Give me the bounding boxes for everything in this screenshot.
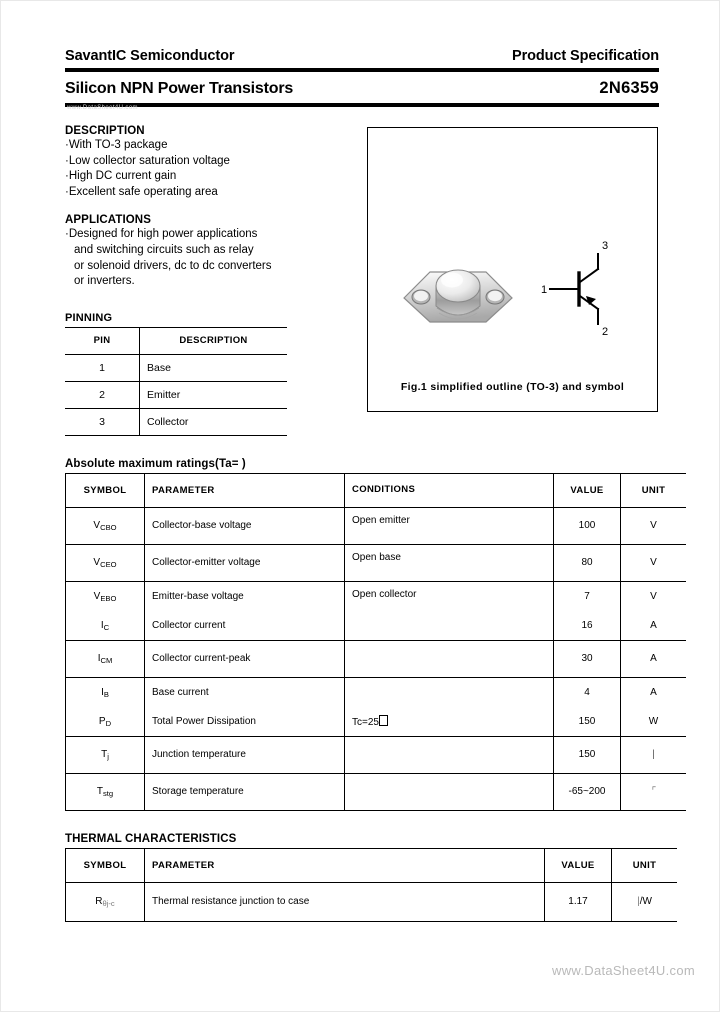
table-row [65, 354, 287, 381]
column-header-parameter: PARAMETER [145, 473, 345, 507]
absolute-max-table [65, 473, 686, 811]
value-cell: 150 [554, 736, 621, 773]
thermal-title: THERMAL CHARACTERISTICS [65, 832, 237, 845]
body-columns [65, 125, 659, 436]
list-item: ·High DC current gain [65, 170, 177, 183]
list-item: ·Excellent safe operating area [65, 185, 218, 198]
pin-number: 1 [65, 354, 140, 381]
parameter-cell: Emitter-base voltage [145, 581, 345, 611]
footer-watermark: www.DataSheet4U.com [552, 963, 695, 978]
symbol-subscript: C [103, 622, 110, 632]
description-heading: DESCRIPTION [65, 125, 145, 137]
table-row [66, 507, 687, 544]
unit-cell: V [650, 590, 657, 602]
applications-heading: APPLICATIONS [65, 214, 151, 227]
page-header [65, 1, 659, 64]
symbol-subscript: j [107, 752, 109, 762]
value-cell: 30 [554, 640, 621, 677]
column-header-unit: UNIT [621, 473, 687, 507]
table-row [65, 408, 287, 435]
symbol-text: R [95, 896, 103, 908]
unit-cell [621, 773, 687, 810]
column-header-symbol: SYMBOL [66, 473, 145, 507]
thermal-table [65, 848, 677, 922]
table-row [66, 581, 687, 611]
column-header-parameter: PARAMETER [145, 848, 545, 882]
title-bar [65, 72, 659, 100]
list-item: ·Low collector saturation voltage [65, 154, 230, 167]
symbol-text: T [96, 786, 103, 798]
column-header-conditions: CONDITIONS [345, 473, 554, 507]
table-row [66, 736, 687, 773]
symbol-text: V [93, 557, 101, 569]
pinning-table [65, 327, 287, 436]
symbol-subscript: B [103, 689, 109, 699]
pin-description: Emitter [140, 381, 288, 408]
unit-text: /W [639, 896, 652, 908]
page-content [65, 1, 666, 922]
value-cell: -65~200 [554, 773, 621, 810]
value-cell: 150 [554, 707, 621, 737]
conditions-cell [345, 677, 554, 736]
conditions-cell: Open emitter [345, 507, 554, 544]
parameter-cell: Collector current-peak [145, 640, 345, 677]
symbol-subscript: CEO [100, 560, 117, 570]
degree-celsius-glyph [379, 715, 388, 726]
table-row [66, 882, 678, 921]
figure-caption: Fig.1 simplified outline (TO-3) and symbol [400, 381, 625, 393]
list-item: ·Designed for high power applications [65, 228, 258, 241]
conditions-cell [345, 773, 554, 810]
inline-watermark: www.DataSheet4U.com [67, 105, 138, 111]
conditions-cell: Open collector [345, 581, 554, 640]
symbol-text: V [93, 590, 101, 602]
unit-cell: A [621, 611, 687, 641]
unit-cell [621, 736, 687, 773]
right-column [365, 125, 659, 436]
value-cell: 4 [554, 677, 621, 707]
left-column [65, 125, 365, 436]
symbol-cell [66, 882, 145, 921]
symbol-cell [66, 736, 145, 773]
symbol-subscript: EBO [100, 593, 117, 603]
unit-cell: V [621, 507, 687, 544]
unit-cell: V [621, 544, 687, 581]
column-header-symbol: SYMBOL [66, 848, 145, 882]
parameter-cell: Collector-base voltage [145, 507, 345, 544]
parameter-cell: Thermal resistance junction to case [145, 882, 545, 921]
symbol-cell [66, 611, 145, 641]
symbol-subscript: CBO [100, 523, 117, 533]
column-header-description: DESCRIPTION [140, 327, 288, 354]
value-cell: 80 [554, 544, 621, 581]
parameter-cell: Collector current [145, 611, 345, 641]
symbol-cell [66, 507, 145, 544]
parameter-cell: Collector-emitter voltage [145, 544, 345, 581]
npn-transistor-symbol-icon [536, 236, 636, 342]
symbol-cell [66, 677, 145, 707]
parameter-cell: Base current [145, 677, 345, 707]
table-row [66, 773, 687, 810]
symbol-cell [66, 581, 145, 611]
pin-description: Base [140, 354, 288, 381]
symbol-subscript: CM [100, 656, 113, 666]
parameter-cell: Total Power Dissipation [145, 707, 345, 737]
symbol-cell [66, 773, 145, 810]
applications-list [65, 227, 365, 289]
column-header-pin: PIN [65, 327, 140, 354]
degree-celsius-glyph: | [637, 896, 640, 908]
table-header-row [66, 848, 678, 882]
table-header-row [65, 327, 287, 354]
pin-number: 3 [65, 408, 140, 435]
symbol-subscript: θj-c [102, 899, 115, 909]
symbol-pin-label-emitter: 2 [602, 326, 609, 338]
page-title: Silicon NPN Power Transistors [65, 80, 294, 97]
pinning-heading: PINNING [65, 311, 113, 324]
conditions-cell [345, 640, 554, 677]
symbol-pin-label-collector: 3 [602, 240, 609, 252]
value-cell: 16 [554, 611, 621, 641]
symbol-text: V [93, 520, 101, 532]
symbol-pin-label-base: 1 [541, 284, 548, 296]
figure-box [367, 127, 658, 412]
document-type: Product Specification [512, 48, 659, 64]
unit-cell [612, 882, 678, 921]
part-number: 2N6359 [599, 79, 659, 97]
unit-cell: A [650, 686, 657, 698]
symbol-subscript: D [105, 718, 112, 728]
unit-cell: W [621, 707, 687, 737]
value-cell: 7 [554, 581, 621, 611]
degree-celsius-glyph: | [652, 749, 655, 761]
symbol-cell [66, 640, 145, 677]
pinning-section [65, 312, 286, 436]
value-cell: 1.17 [545, 882, 612, 921]
header-rule-bottom [65, 103, 659, 107]
conditions-cell: Open base [345, 544, 554, 581]
table-row [66, 640, 687, 677]
pin-number: 2 [65, 381, 140, 408]
description-list [65, 138, 365, 200]
column-header-unit: UNIT [612, 848, 678, 882]
table-row [66, 544, 687, 581]
table-header-row [66, 473, 687, 507]
figure-inner [368, 128, 657, 411]
symbol-text: I [101, 686, 104, 698]
table-row [66, 677, 687, 707]
conditions-text: Tc=25 [352, 716, 379, 728]
symbol-subscript: stg [102, 789, 114, 799]
symbol-text: T [101, 749, 108, 761]
section-spacer [65, 200, 365, 214]
symbol-cell [66, 707, 145, 737]
absolute-max-title: Absolute maximum ratings(Ta= ) [65, 457, 246, 470]
symbol-text: I [97, 653, 101, 665]
column-header-value: VALUE [554, 473, 621, 507]
parameter-cell: Storage temperature [145, 773, 345, 810]
symbol-cell [66, 544, 145, 581]
list-item: ·With TO-3 package [65, 139, 168, 151]
pin-description: Collector [140, 408, 288, 435]
list-item: or inverters. [74, 275, 135, 288]
column-header-value: VALUE [545, 848, 612, 882]
degree-celsius-glyph: ⌜ [651, 786, 656, 798]
value-cell: 100 [554, 507, 621, 544]
table-row [65, 381, 287, 408]
conditions-cell [345, 736, 554, 773]
list-item: and switching circuits such as relay [74, 243, 254, 256]
to3-package-photo-icon [396, 246, 520, 342]
symbol-text: P [98, 715, 106, 727]
symbol-text: I [100, 619, 104, 631]
unit-cell: A [621, 640, 687, 677]
company-name: SavantIC Semiconductor [65, 48, 235, 64]
parameter-cell: Junction temperature [145, 736, 345, 773]
list-item: or solenoid drivers, dc to dc converters [74, 259, 272, 272]
